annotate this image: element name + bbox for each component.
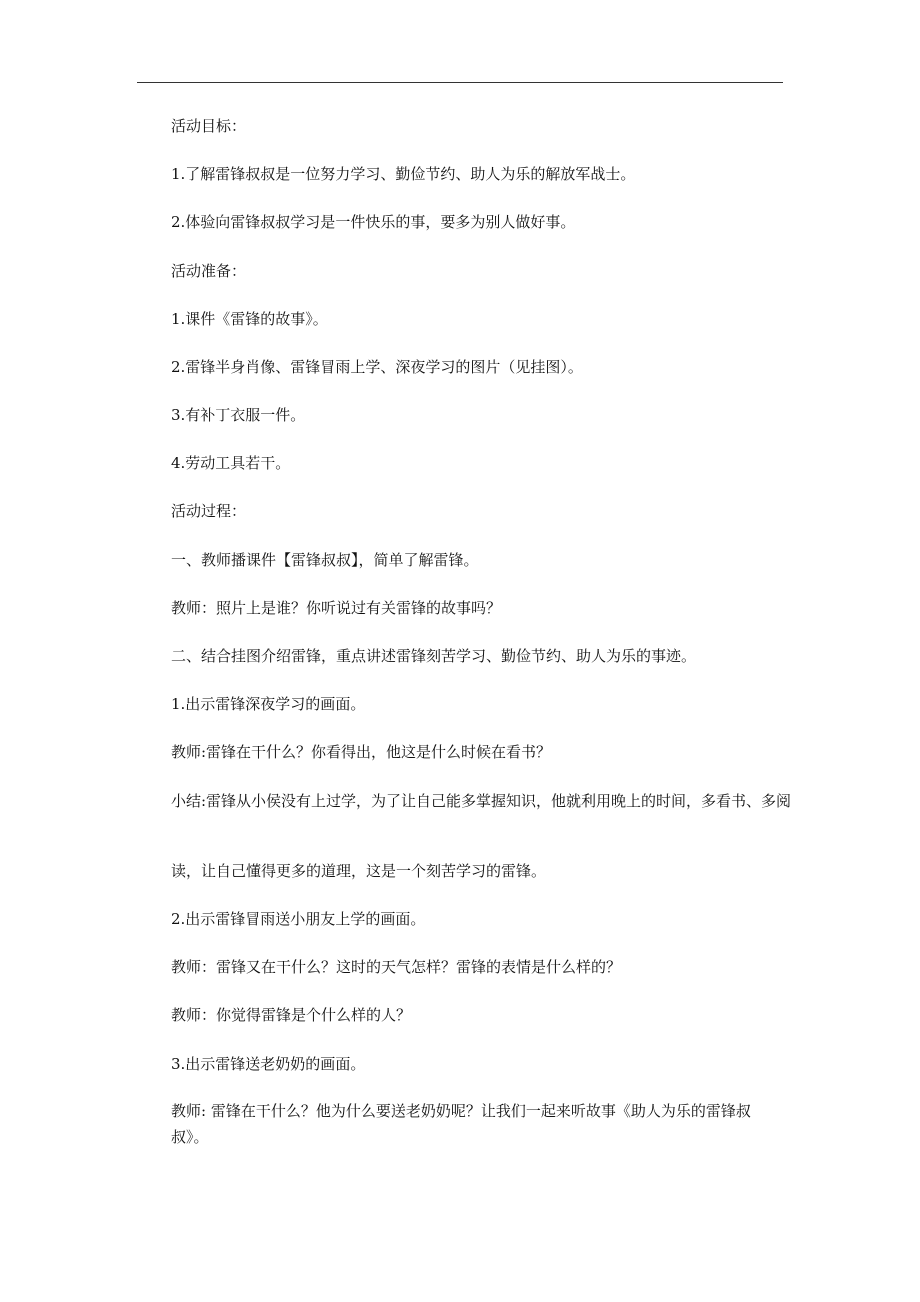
summary-line-2: 读，让自己懂得更多的道理，这是一个刻苦学习的雷锋。 <box>171 862 547 880</box>
preparation-item-4: 4.劳动工具若干。 <box>171 454 291 472</box>
process-step-2: 二、结合挂图介绍雷锋，重点讲述雷锋刻苦学习、勤俭节约、助人为乐的事迹。 <box>171 647 697 665</box>
teacher-question-4: 教师：你觉得雷锋是个什么样的人？ <box>171 1006 412 1024</box>
teacher-question-5: 教师: 雷锋在干什么？他为什么要送老奶奶呢？让我们一起来听故事《助人为乐的雷锋叔叔》。 <box>171 1102 751 1146</box>
header-rule <box>137 82 783 83</box>
preparation-item-3: 3.有补丁衣服一件。 <box>171 406 306 424</box>
teacher-question-3: 教师：雷锋又在干什么？这时的天气怎样？雷锋的表情是什么样的？ <box>171 958 622 976</box>
preparation-item-2: 2.雷锋半身肖像、雷锋冒雨上学、深夜学习的图片（见挂图）。 <box>171 358 583 376</box>
process-step-1: 一、教师播课件【雷锋叔叔】，简单了解雷锋。 <box>171 551 479 569</box>
teacher-question-2: 教师:雷锋在干什么？你看得出，他这是什么时候在看书？ <box>171 743 552 761</box>
section-heading-process: 活动过程： <box>171 502 247 520</box>
process-substep-1: 1.出示雷锋深夜学习的画面。 <box>171 695 366 713</box>
teacher-question-1: 教师：照片上是谁？你听说过有关雷锋的故事吗？ <box>171 599 502 617</box>
process-substep-3: 3.出示雷锋送老奶奶的画面。 <box>171 1055 366 1073</box>
section-heading-preparation: 活动准备： <box>171 262 247 280</box>
goal-item-2: 2.体验向雷锋叔叔学习是一件快乐的事，要多为别人做好事。 <box>171 213 576 231</box>
preparation-item-1: 1.课件《雷锋的故事》。 <box>171 310 328 328</box>
section-heading-goals: 活动目标： <box>171 117 247 135</box>
summary-line-1: 小结:雷锋从小侯没有上过学，为了让自己能多掌握知识，他就利用晚上的时间，多看书、多阅 <box>171 792 792 810</box>
process-substep-2: 2.出示雷锋冒雨送小朋友上学的画面。 <box>171 910 426 928</box>
goal-item-1: 1.了解雷锋叔叔是一位努力学习、勤俭节约、助人为乐的解放军战士。 <box>171 165 636 183</box>
